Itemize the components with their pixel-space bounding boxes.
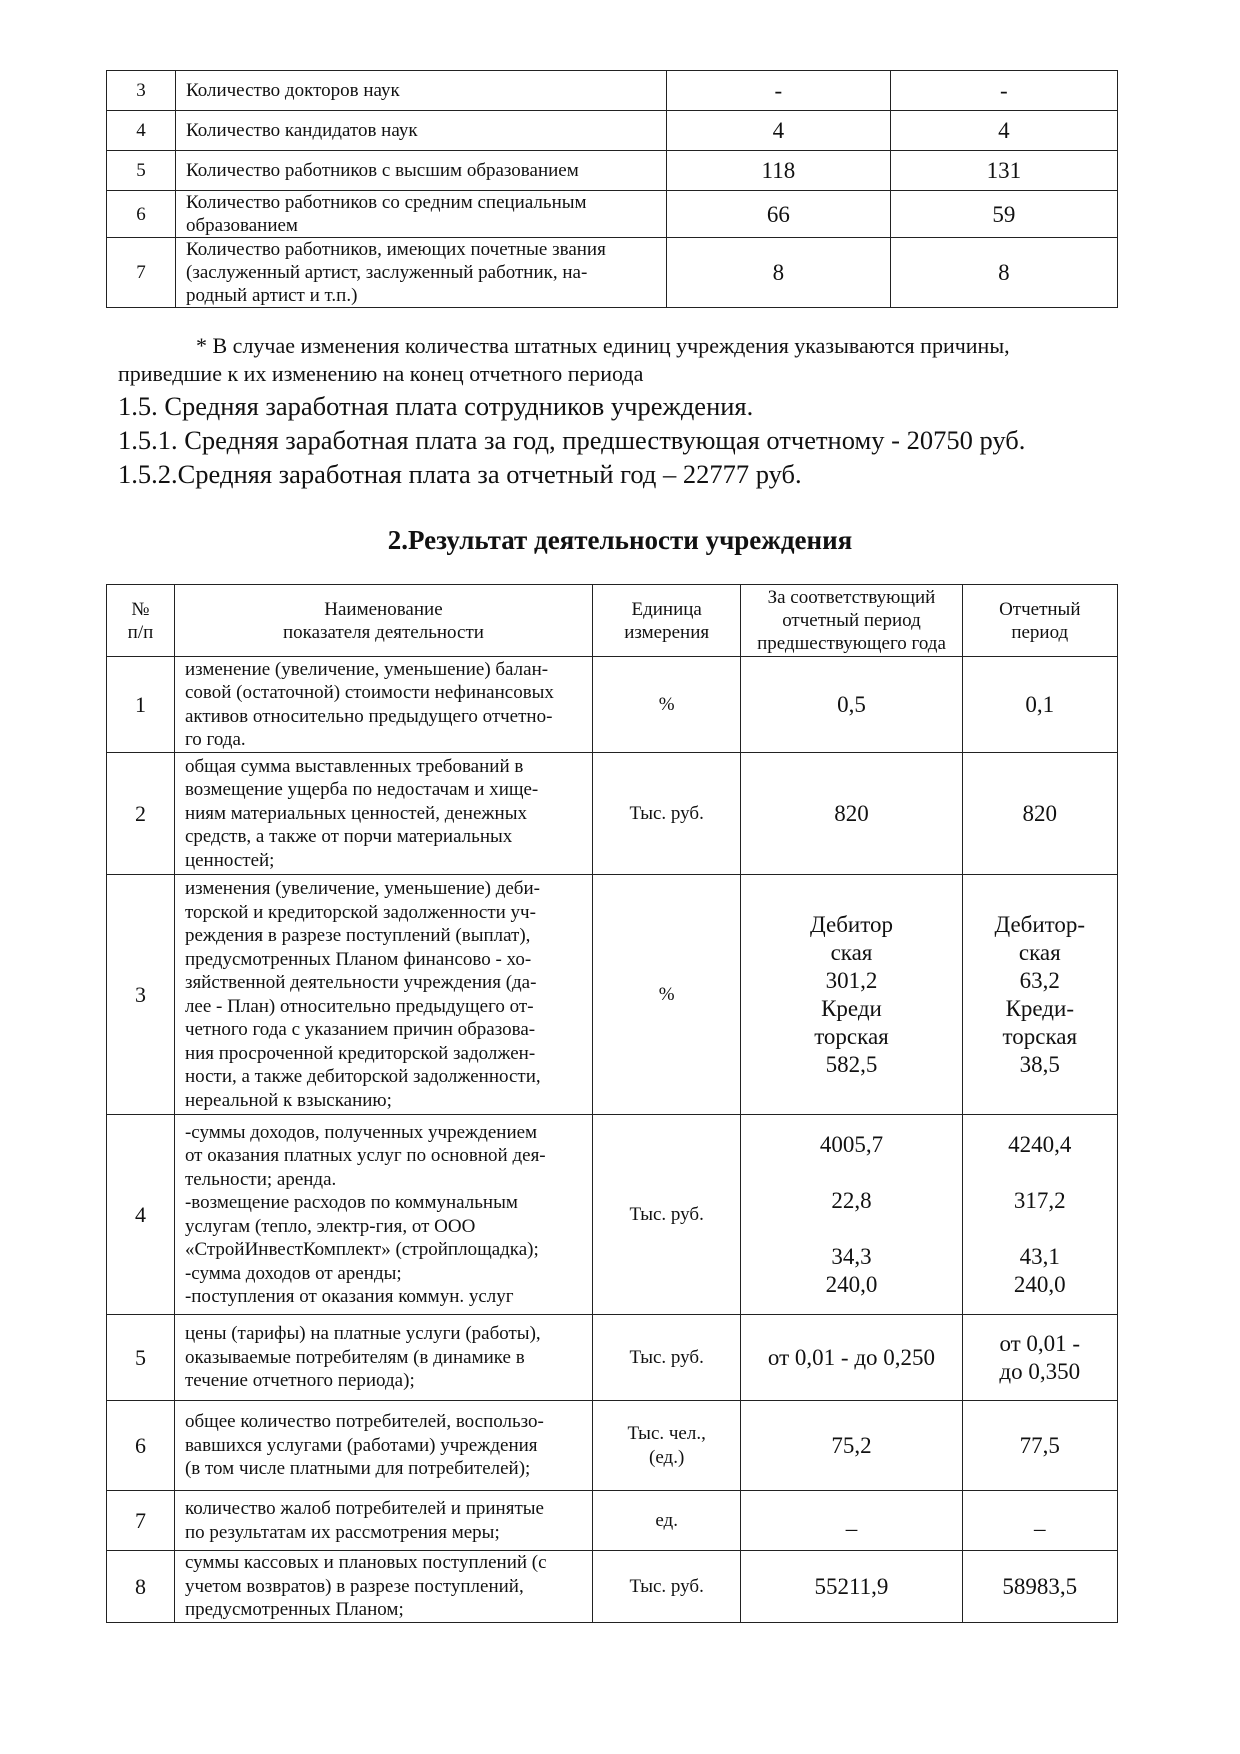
indicator-name-line: от оказания платных услуг по основной дея-: [184, 1145, 546, 1166]
value-prev: 118: [667, 151, 891, 191]
indicator-name-line: Количество работников со средним специальным: [186, 192, 587, 213]
unit-line: Тыс. руб.: [629, 1346, 704, 1368]
value-current-line: 38,5: [1019, 1051, 1060, 1077]
value-current-line: _: [1034, 1507, 1046, 1533]
header-unit: [592, 585, 740, 657]
value-current-line: от 0,01 -: [999, 1330, 1081, 1356]
footnote-line-2: приведшие к их изменению на конец отчетного периода: [118, 361, 644, 386]
value-prev: [741, 875, 962, 1115]
value-current-line: Креди-: [1005, 995, 1074, 1021]
indicator-name-line: Количество работников, имеющих почетные звания: [186, 239, 606, 260]
value-prev-line: 0,5: [837, 691, 866, 717]
row-number: 5: [107, 151, 176, 191]
indicator-name: [176, 151, 667, 191]
indicator-name-line: услугам (тепло, электр-гия, от ООО: [184, 1215, 476, 1237]
header-num: [107, 585, 175, 657]
indicator-name-line: вавшихся услугами (работами) учреждения: [184, 1434, 538, 1456]
table-row: [107, 111, 1118, 151]
value-current-line: 240,0: [1013, 1271, 1066, 1297]
value-current: [962, 657, 1117, 753]
table-row: [107, 1115, 1118, 1315]
staff-table: [106, 70, 1118, 308]
indicator-name-line: Количество докторов наук: [186, 80, 400, 101]
indicator-name-line: (заслуженный артист, заслуженный работник, на-: [186, 262, 588, 283]
value-prev: [741, 1315, 962, 1401]
row-number: 4: [107, 111, 176, 151]
header-name: [174, 585, 592, 657]
indicator-name-line: образованием: [186, 215, 298, 236]
value-current-line: 820: [1022, 800, 1058, 826]
indicator-name-line: ценностей;: [184, 849, 275, 871]
value-current-line: 0,1: [1025, 691, 1055, 717]
header-num-line: №: [131, 598, 150, 620]
indicator-name-line: суммы кассовых и плановых поступлений (с: [184, 1552, 547, 1574]
table-row: [107, 71, 1118, 111]
indicator-name: [176, 71, 667, 111]
value-current-line: 43,1: [1019, 1243, 1060, 1269]
value-current: 131: [890, 151, 1117, 191]
header-prev-line: отчетный период: [782, 610, 921, 631]
indicator-name-line: возмещение ущерба по недостачам и хище-: [184, 779, 539, 801]
unit-line: (ед.): [649, 1446, 685, 1468]
indicator-name-line: ности, а также дебиторской задолженности,: [184, 1066, 541, 1087]
value-current-line: 317,2: [1013, 1187, 1066, 1213]
value-prev: -: [667, 71, 891, 111]
unit-line: %: [658, 693, 675, 715]
row-number: 2: [107, 753, 175, 875]
table-row: [107, 875, 1118, 1115]
table-row: [107, 1315, 1118, 1401]
table-row: [107, 657, 1118, 753]
value-prev-line: [751, 1159, 951, 1187]
value-current: [962, 1115, 1117, 1315]
header-prev-line: предшествующего года: [757, 633, 946, 654]
row-number: 4: [107, 1115, 175, 1315]
indicator-name-line: го года.: [184, 729, 246, 750]
value-prev-line: 820: [834, 800, 869, 826]
indicator-name-line: торской и кредиторской задолженности уч-: [184, 901, 536, 923]
unit-line: %: [658, 983, 675, 1005]
row-number: 7: [107, 1491, 175, 1551]
value-current: [962, 753, 1117, 875]
row-number: 3: [107, 875, 175, 1115]
indicator-name-line: -возмещение расходов по коммунальным: [184, 1192, 518, 1213]
indicator-name: [174, 1401, 592, 1491]
value-prev: [741, 657, 962, 753]
value-current: [962, 1401, 1117, 1491]
value-current: [962, 875, 1117, 1115]
indicator-name-line: изменение (увеличение, уменьшение) балан-: [184, 658, 549, 680]
value-prev: [741, 753, 962, 875]
indicator-name-line: ниям материальных ценностей, денежных: [184, 802, 527, 824]
value-current-line: [973, 1215, 1107, 1243]
unit: [592, 1315, 740, 1401]
indicator-name-line: цены (тарифы) на платные услуги (работы),: [184, 1323, 541, 1345]
indicator-name-line: общее количество потребителей, воспользо-: [184, 1411, 544, 1433]
section-2-title: 2.Результат деятельности учреждения: [387, 525, 853, 555]
value-current: 59: [890, 191, 1117, 238]
footnote: [118, 332, 1128, 388]
value-current-line: 4240,4: [1008, 1131, 1072, 1157]
indicator-name-line: лее - План) относительно предыдущего от-: [184, 995, 534, 1017]
table-row: [107, 1401, 1118, 1491]
unit: [592, 875, 740, 1115]
indicator-name: [174, 875, 592, 1115]
value-prev-line: Дебитор: [810, 911, 893, 937]
value-prev-line: [751, 1215, 951, 1243]
value-prev-line: 34,3: [831, 1243, 872, 1269]
unit-line: Тыс. руб.: [629, 802, 704, 824]
table-row: [107, 753, 1118, 875]
indicator-name-line: количество жалоб потребителей и принятые: [184, 1498, 544, 1519]
table-row: [107, 151, 1118, 191]
value-prev-line: 301,2: [825, 967, 878, 993]
value-prev-line: Креди: [821, 995, 882, 1021]
salary-previous-year: 1.5.1. Средняя заработная плата за год, предшествующая отчетному - 20750 руб.: [118, 425, 1026, 455]
row-number: 7: [107, 238, 176, 308]
indicator-name-line: по результатам их рассмотрения меры;: [184, 1521, 500, 1543]
indicator-name-line: совой (остаточной) стоимости нефинансовых: [184, 682, 554, 703]
unit-line: Тыс. чел.,: [627, 1423, 706, 1444]
value-prev-line: 4005,7: [819, 1131, 884, 1157]
indicator-name: [174, 753, 592, 875]
indicator-name-line: предусмотренных Планом финансово - хо-: [184, 948, 532, 970]
indicator-name-line: -суммы доходов, полученных учреждением: [184, 1121, 538, 1143]
table-row: [107, 1551, 1118, 1623]
unit: [592, 1491, 740, 1551]
indicator-name-line: родный артист и т.п.): [186, 285, 358, 306]
indicator-name-line: общая сумма выставленных требований в: [184, 755, 524, 777]
header-name-line: показателя деятельности: [282, 621, 484, 643]
value-current-line: 63,2: [1019, 967, 1060, 993]
results-table: [106, 584, 1118, 1623]
indicator-name-line: предусмотренных Планом;: [184, 1599, 404, 1621]
unit-line: ед.: [655, 1509, 678, 1531]
value-prev-line: торская: [814, 1023, 889, 1049]
value-current-line: [973, 1159, 1107, 1187]
footnote-line-1: * В случае изменения количества штатных единиц учреждения указываются причины,: [196, 333, 1010, 358]
header-prev-line: За соответствующий: [767, 587, 936, 608]
indicator-name-line: реждения в разрезе поступлений (выплат),: [184, 925, 531, 946]
indicator-name: [174, 1315, 592, 1401]
value-current: 8: [890, 238, 1117, 308]
indicator-name-line: четного года с указанием причин образова-: [184, 1019, 536, 1040]
table-row: [107, 1491, 1118, 1551]
indicator-name-line: учетом возвратов) в разрезе поступлений,: [184, 1575, 524, 1597]
value-prev: 66: [667, 191, 891, 238]
header-unit-line: измерения: [624, 621, 710, 643]
unit: [592, 657, 740, 753]
value-prev-line: от 0,01 - до 0,250: [767, 1344, 936, 1370]
indicator-name-line: Количество кандидатов наук: [186, 120, 418, 141]
indicator-name-line: средств, а также от порчи материальных: [184, 826, 513, 848]
value-prev-line: 582,5: [825, 1051, 878, 1077]
unit: [592, 1115, 740, 1315]
row-number: 3: [107, 71, 176, 111]
indicator-name-line: активов относительно предыдущего отчетно-: [184, 705, 553, 727]
value-prev: 8: [667, 238, 891, 308]
indicator-name: [176, 191, 667, 238]
value-current-line: торская: [1002, 1023, 1078, 1049]
indicator-name-line: нереальной к взысканию;: [184, 1089, 392, 1111]
value-current: [962, 1491, 1117, 1551]
value-current: -: [890, 71, 1117, 111]
value-current-line: до 0,350: [999, 1358, 1081, 1384]
row-number: 8: [107, 1551, 175, 1623]
unit: [592, 1401, 740, 1491]
header-cur-line: период: [1011, 621, 1069, 643]
value-prev: [741, 1401, 962, 1491]
indicator-name-line: Количество работников с высшим образованием: [186, 160, 579, 181]
value-prev-line: 240,0: [825, 1271, 878, 1297]
indicator-name: [174, 1551, 592, 1623]
row-number: 1: [107, 657, 175, 753]
indicator-name-line: оказываемые потребителям (в динамике в: [184, 1346, 525, 1368]
indicator-name: [176, 111, 667, 151]
indicator-name-line: тельности; аренда.: [184, 1168, 337, 1190]
unit: [592, 1551, 740, 1623]
unit-line: Тыс. руб.: [629, 1203, 704, 1225]
value-current-line: ская: [1018, 939, 1061, 965]
indicator-name-line: -сумма доходов от аренды;: [184, 1262, 402, 1284]
row-number: 5: [107, 1315, 175, 1401]
value-prev-line: 75,2: [831, 1432, 872, 1458]
value-prev: 4: [667, 111, 891, 151]
value-prev: [741, 1551, 962, 1623]
value-prev: [741, 1115, 962, 1315]
row-number: 6: [107, 191, 176, 238]
value-current: 4: [890, 111, 1117, 151]
salary-report-year: 1.5.2.Средняя заработная плата за отчетный год – 22777 руб.: [118, 459, 802, 489]
indicator-name-line: ния просроченной кредиторской задолжен-: [184, 1042, 536, 1064]
value-prev-line: _: [845, 1507, 858, 1533]
table-header: [107, 585, 1118, 657]
indicator-name: [174, 657, 592, 753]
indicator-name-line: -поступления от оказания коммун. услуг: [184, 1286, 514, 1307]
indicator-name: [176, 238, 667, 308]
unit-line: Тыс. руб.: [629, 1575, 704, 1597]
value-prev-line: ская: [830, 939, 873, 965]
header-cur: [962, 585, 1117, 657]
value-current: [962, 1551, 1117, 1623]
header-unit-line: Единица: [631, 598, 702, 620]
indicator-name-line: «СтройИнвестКомплект» (стройплощадка);: [184, 1239, 539, 1260]
indicator-name-line: течение отчетного периода);: [184, 1370, 415, 1392]
value-prev-line: 55211,9: [814, 1573, 889, 1599]
value-current-line: 58983,5: [1002, 1573, 1078, 1599]
header-cur-line: Отчетный: [999, 598, 1081, 620]
table-row: [107, 238, 1118, 308]
header-prev: [741, 585, 962, 657]
value-current-line: Дебитор-: [994, 911, 1086, 937]
indicator-name-line: зяйственной деятельности учреждения (да-: [184, 972, 537, 993]
indicator-name-line: (в том числе платными для потребителей);: [184, 1458, 531, 1480]
value-current-line: 77,5: [1019, 1432, 1060, 1458]
section-1-5-heading: 1.5. Средняя заработная плата сотрудников учреждения.: [118, 391, 754, 421]
indicator-name-line: изменения (увеличение, уменьшение) деби-: [184, 878, 540, 899]
value-current: [962, 1315, 1117, 1401]
header-name-line: Наименование: [324, 598, 443, 620]
table-row: [107, 191, 1118, 238]
indicator-name: [174, 1115, 592, 1315]
value-prev: [741, 1491, 962, 1551]
value-prev-line: 22,8: [831, 1187, 872, 1213]
unit: [592, 753, 740, 875]
header-num-line: п/п: [127, 621, 154, 643]
row-number: 6: [107, 1401, 175, 1491]
indicator-name: [174, 1491, 592, 1551]
